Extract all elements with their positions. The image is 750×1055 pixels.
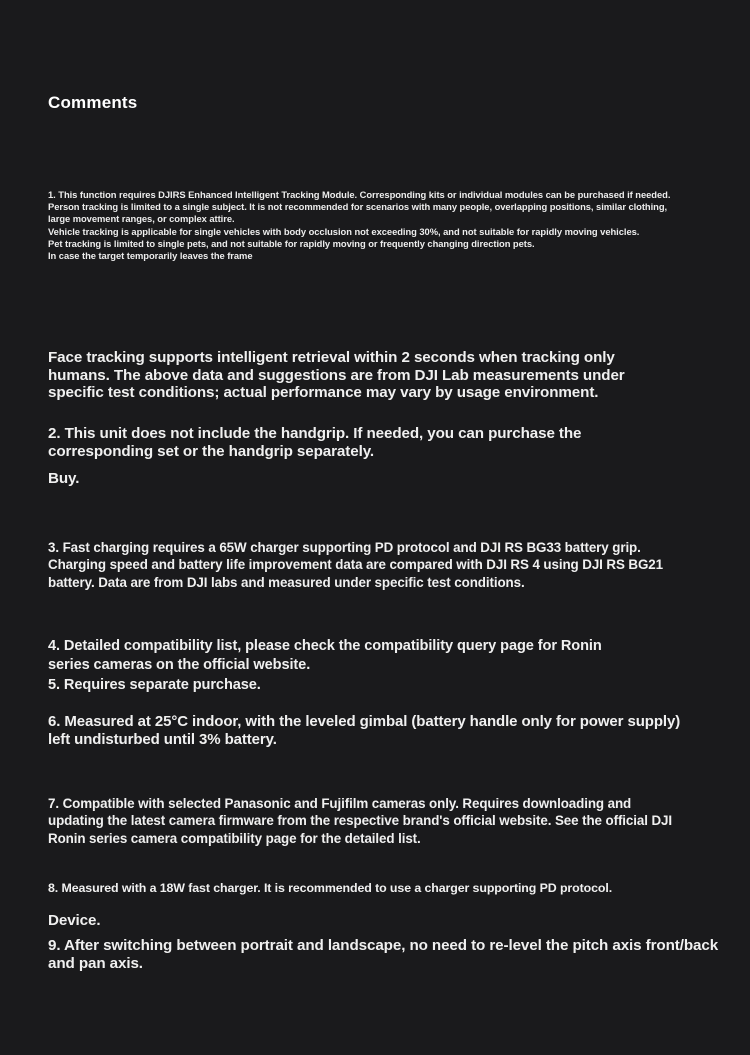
fineprint-line: Person tracking is limited to a single subject. It is not recommended for scenarios with many people, overlapping positions, similar clothing,	[48, 201, 668, 213]
page-title: Comments	[48, 93, 138, 112]
note-2-handgrip: 2. This unit does not include the handgrip. If needed, you can purchase the corresponding set or the handgrip separately.	[48, 425, 582, 460]
note-8-fast-charger: 8. Measured with a 18W fast charger. It is recommended to use a charger supporting PD protocol.	[48, 881, 613, 895]
buy-label: Buy.	[48, 470, 80, 487]
note-5-separate-purchase: 5. Requires separate purchase.	[48, 677, 261, 693]
note-face-tracking: Face tracking supports intelligent retrieval within 2 seconds when tracking only humans. The above data and suggestions are from DJI Lab measurements under specific test conditions; actual performance may vary by usage environment.	[48, 349, 625, 402]
fineprint-line: In case the target temporarily leaves the frame	[48, 250, 253, 262]
note-3-fast-charging: 3. Fast charging requires a 65W charger supporting PD protocol and DJI RS BG33 battery grip. Charging speed and battery life improvement data are compared with DJI RS 4 using DJI RS BG21 battery. Data are from DJI labs and measured under specific test conditions.	[48, 540, 664, 590]
fineprint-note-1	[48, 189, 688, 262]
device-label: Device.	[48, 912, 101, 929]
fineprint-line: Vehicle tracking is applicable for single vehicles with body occlusion not exceeding 30%, and not suitable for rapidly moving vehicles.	[48, 225, 640, 237]
note-6-battery-measurement: 6. Measured at 25°C indoor, with the leveled gimbal (battery handle only for power supply) left undisturbed until 3% battery.	[48, 713, 681, 749]
note-9-portrait-landscape: 9. After switching between portrait and landscape, no need to re-level the pitch axis front/back and pan axis.	[48, 937, 719, 973]
fineprint-line: Pet tracking is limited to single pets, and not suitable for rapidly moving or frequently changing direction pets.	[48, 237, 535, 249]
fineprint-line: large movement ranges, or complex attire.	[48, 213, 235, 225]
note-4-compatibility-list: 4. Detailed compatibility list, please check the compatibility query page for Ronin series cameras on the official website.	[48, 638, 602, 674]
fineprint-line: 1. This function requires DJIRS Enhanced Intelligent Tracking Module. Corresponding kits or individual modules can be purchased if needed.	[48, 189, 671, 200]
note-7-camera-compatibility: 7. Compatible with selected Panasonic and Fujifilm cameras only. Requires downloading and updating the latest camera firmware from the respective brand's official website. See the official DJI Ronin series camera compatibility page for the detailed list.	[48, 796, 673, 846]
